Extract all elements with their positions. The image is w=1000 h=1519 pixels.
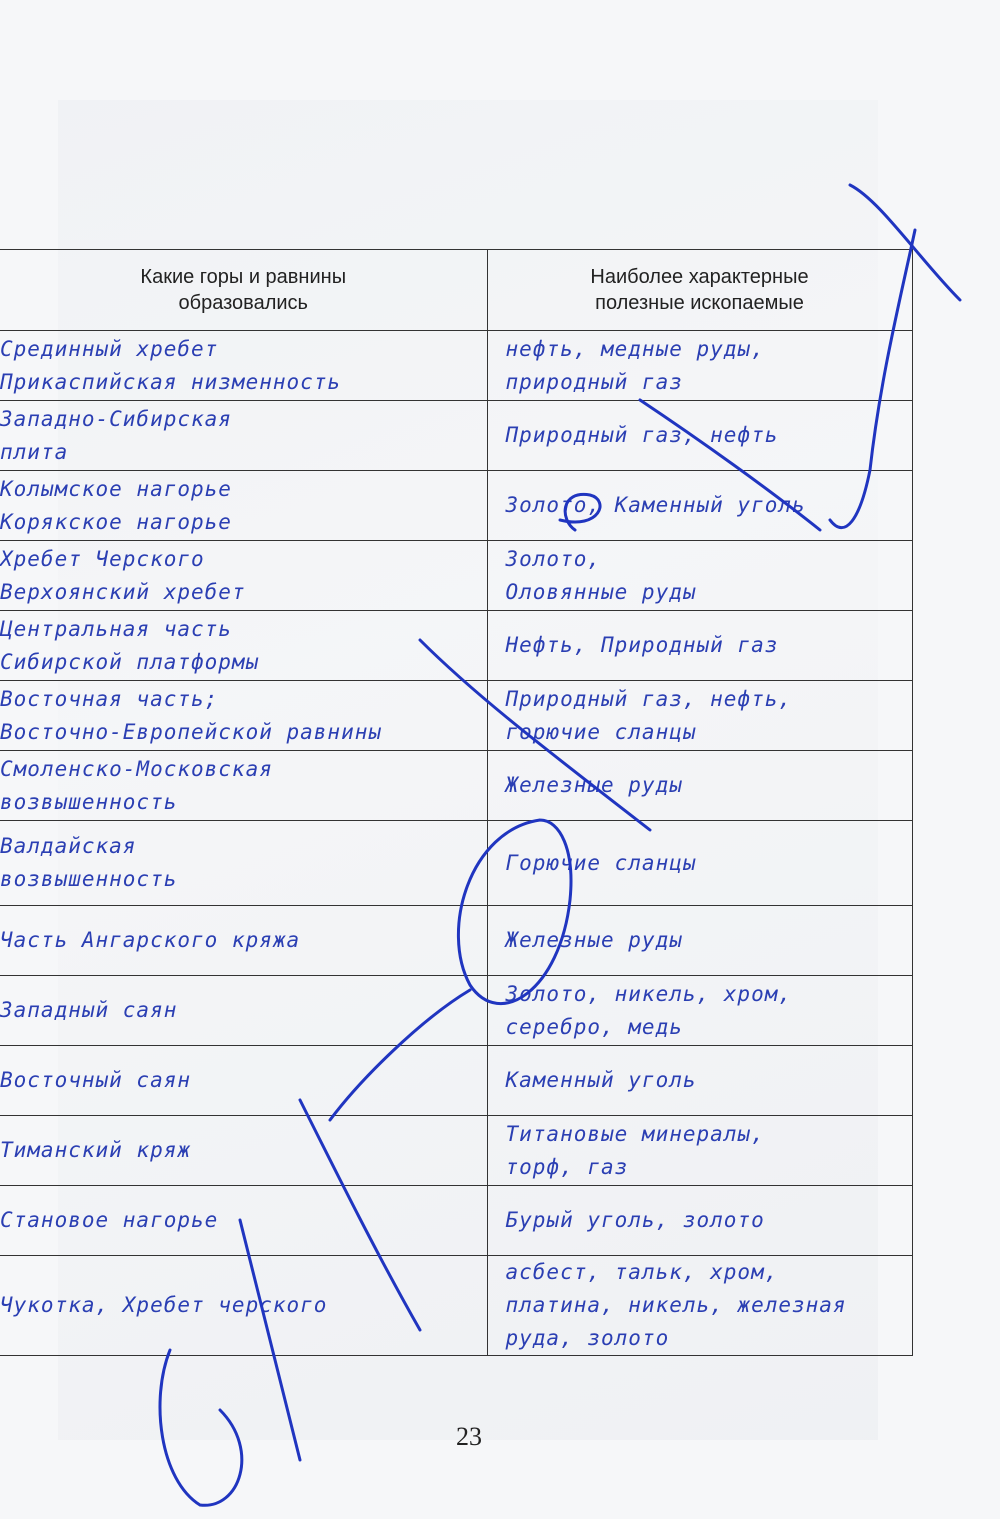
table-header-row [0, 250, 912, 331]
table-row [0, 331, 912, 401]
landform-cell [0, 681, 487, 751]
table-row [0, 1046, 912, 1116]
mineral-cell [487, 1116, 912, 1186]
mineral-cell [487, 1256, 912, 1356]
handwritten-line: Западный саян [0, 998, 178, 1022]
handwritten-line: Природный газ, нефть [505, 423, 779, 447]
mineral-cell [487, 1046, 912, 1116]
mineral-cell [487, 751, 912, 821]
handwritten-line: Железные руды [505, 773, 683, 797]
landform-cell [0, 751, 487, 821]
handwritten-line: Корякское нагорье [0, 509, 232, 534]
landform-cell [0, 611, 487, 681]
mineral-cell [487, 611, 912, 681]
handwritten-line: Золото, никель, хром, [505, 981, 793, 1006]
table-row [0, 541, 912, 611]
table-body [0, 331, 912, 1356]
minerals-table [0, 249, 913, 1356]
landform-cell [0, 976, 487, 1046]
landform-cell [0, 401, 487, 471]
handwritten-line: Верхоянский хребет [0, 579, 246, 604]
handwritten-line: Горючие сланцы [505, 850, 697, 875]
handwritten-line: Железные руды [505, 928, 683, 952]
handwritten-line: Оловянные руды [505, 579, 697, 604]
handwritten-line: Валдайская [0, 834, 137, 858]
mineral-cell [487, 821, 912, 906]
handwritten-line: Чукотка, Хребет черского [0, 1293, 328, 1317]
handwritten-line: Тиманский кряж [0, 1138, 192, 1162]
landform-cell [0, 471, 487, 541]
handwritten-line: Хребет Черского [0, 546, 205, 571]
table-row [0, 401, 912, 471]
col1-header: Какие горы и равнины образовались [0, 250, 487, 331]
handwritten-line: Часть Ангарского кряжа [0, 928, 301, 952]
handwritten-line: Центральная часть [0, 616, 232, 641]
handwritten-line: Смоленско-Московская [0, 756, 273, 781]
handwritten-line: Западно-Сибирская [0, 406, 232, 431]
table-row [0, 976, 912, 1046]
handwritten-line: Прикаспийская низменность [0, 369, 342, 394]
handwritten-line: природный газ [505, 369, 683, 394]
mineral-cell [487, 541, 912, 611]
handwritten-line: асбест, тальк, хром, [505, 1260, 779, 1284]
handwritten-line: Восточно-Европейской равнины [0, 719, 383, 744]
handwritten-line: Природный газ, нефть, [505, 686, 793, 711]
handwritten-line: Восточная часть; [0, 686, 219, 711]
handwritten-line: нефть, медные руды, [505, 336, 765, 361]
table-row [0, 611, 912, 681]
landform-cell [0, 1116, 487, 1186]
table-row [0, 821, 912, 906]
handwritten-line: Колымское нагорье [0, 476, 232, 501]
handwritten-line: Срединный хребет [0, 336, 219, 361]
col2-header: Наиболее характерные полезные ископаемые [487, 250, 912, 331]
table-row [0, 1256, 912, 1356]
mineral-cell [487, 906, 912, 976]
handwritten-line: Бурый уголь, золото [505, 1208, 765, 1232]
table-row [0, 1186, 912, 1256]
handwritten-line: горючие сланцы [505, 719, 697, 744]
handwritten-line: Золото, Каменный уголь [505, 493, 806, 517]
table-row [0, 1116, 912, 1186]
landform-cell [0, 1186, 487, 1256]
landform-cell [0, 331, 487, 401]
handwritten-line: торф, газ [505, 1154, 629, 1179]
handwritten-line: возвышенность [0, 789, 178, 814]
mineral-cell [487, 401, 912, 471]
handwritten-line: Сибирской платформы [0, 649, 260, 674]
handwritten-line: платина, никель, железная [505, 1293, 847, 1317]
handwritten-line: Каменный уголь [505, 1068, 697, 1092]
table-row [0, 681, 912, 751]
mineral-cell [487, 976, 912, 1046]
page-number: 23 [456, 1422, 482, 1451]
handwritten-line: Золото, [505, 546, 602, 571]
landform-cell [0, 906, 487, 976]
table-row [0, 471, 912, 541]
landform-cell [0, 1046, 487, 1116]
mineral-cell [487, 681, 912, 751]
table-row [0, 751, 912, 821]
handwritten-line: Восточный саян [0, 1068, 192, 1092]
handwritten-line: руда, золото [505, 1326, 670, 1350]
landform-cell [0, 821, 487, 906]
handwritten-line: Нефть, Природный газ [505, 633, 779, 657]
mineral-cell [487, 331, 912, 401]
mineral-cell [487, 1186, 912, 1256]
handwritten-line: Титановые минералы, [505, 1121, 765, 1146]
handwritten-line: Становое нагорье [0, 1208, 219, 1232]
table-row [0, 906, 912, 976]
landform-cell [0, 541, 487, 611]
handwritten-line: плита [0, 439, 69, 464]
landform-cell [0, 1256, 487, 1356]
handwritten-line: возвышенность [0, 867, 178, 891]
mineral-cell [487, 471, 912, 541]
handwritten-line: серебро, медь [505, 1014, 683, 1039]
